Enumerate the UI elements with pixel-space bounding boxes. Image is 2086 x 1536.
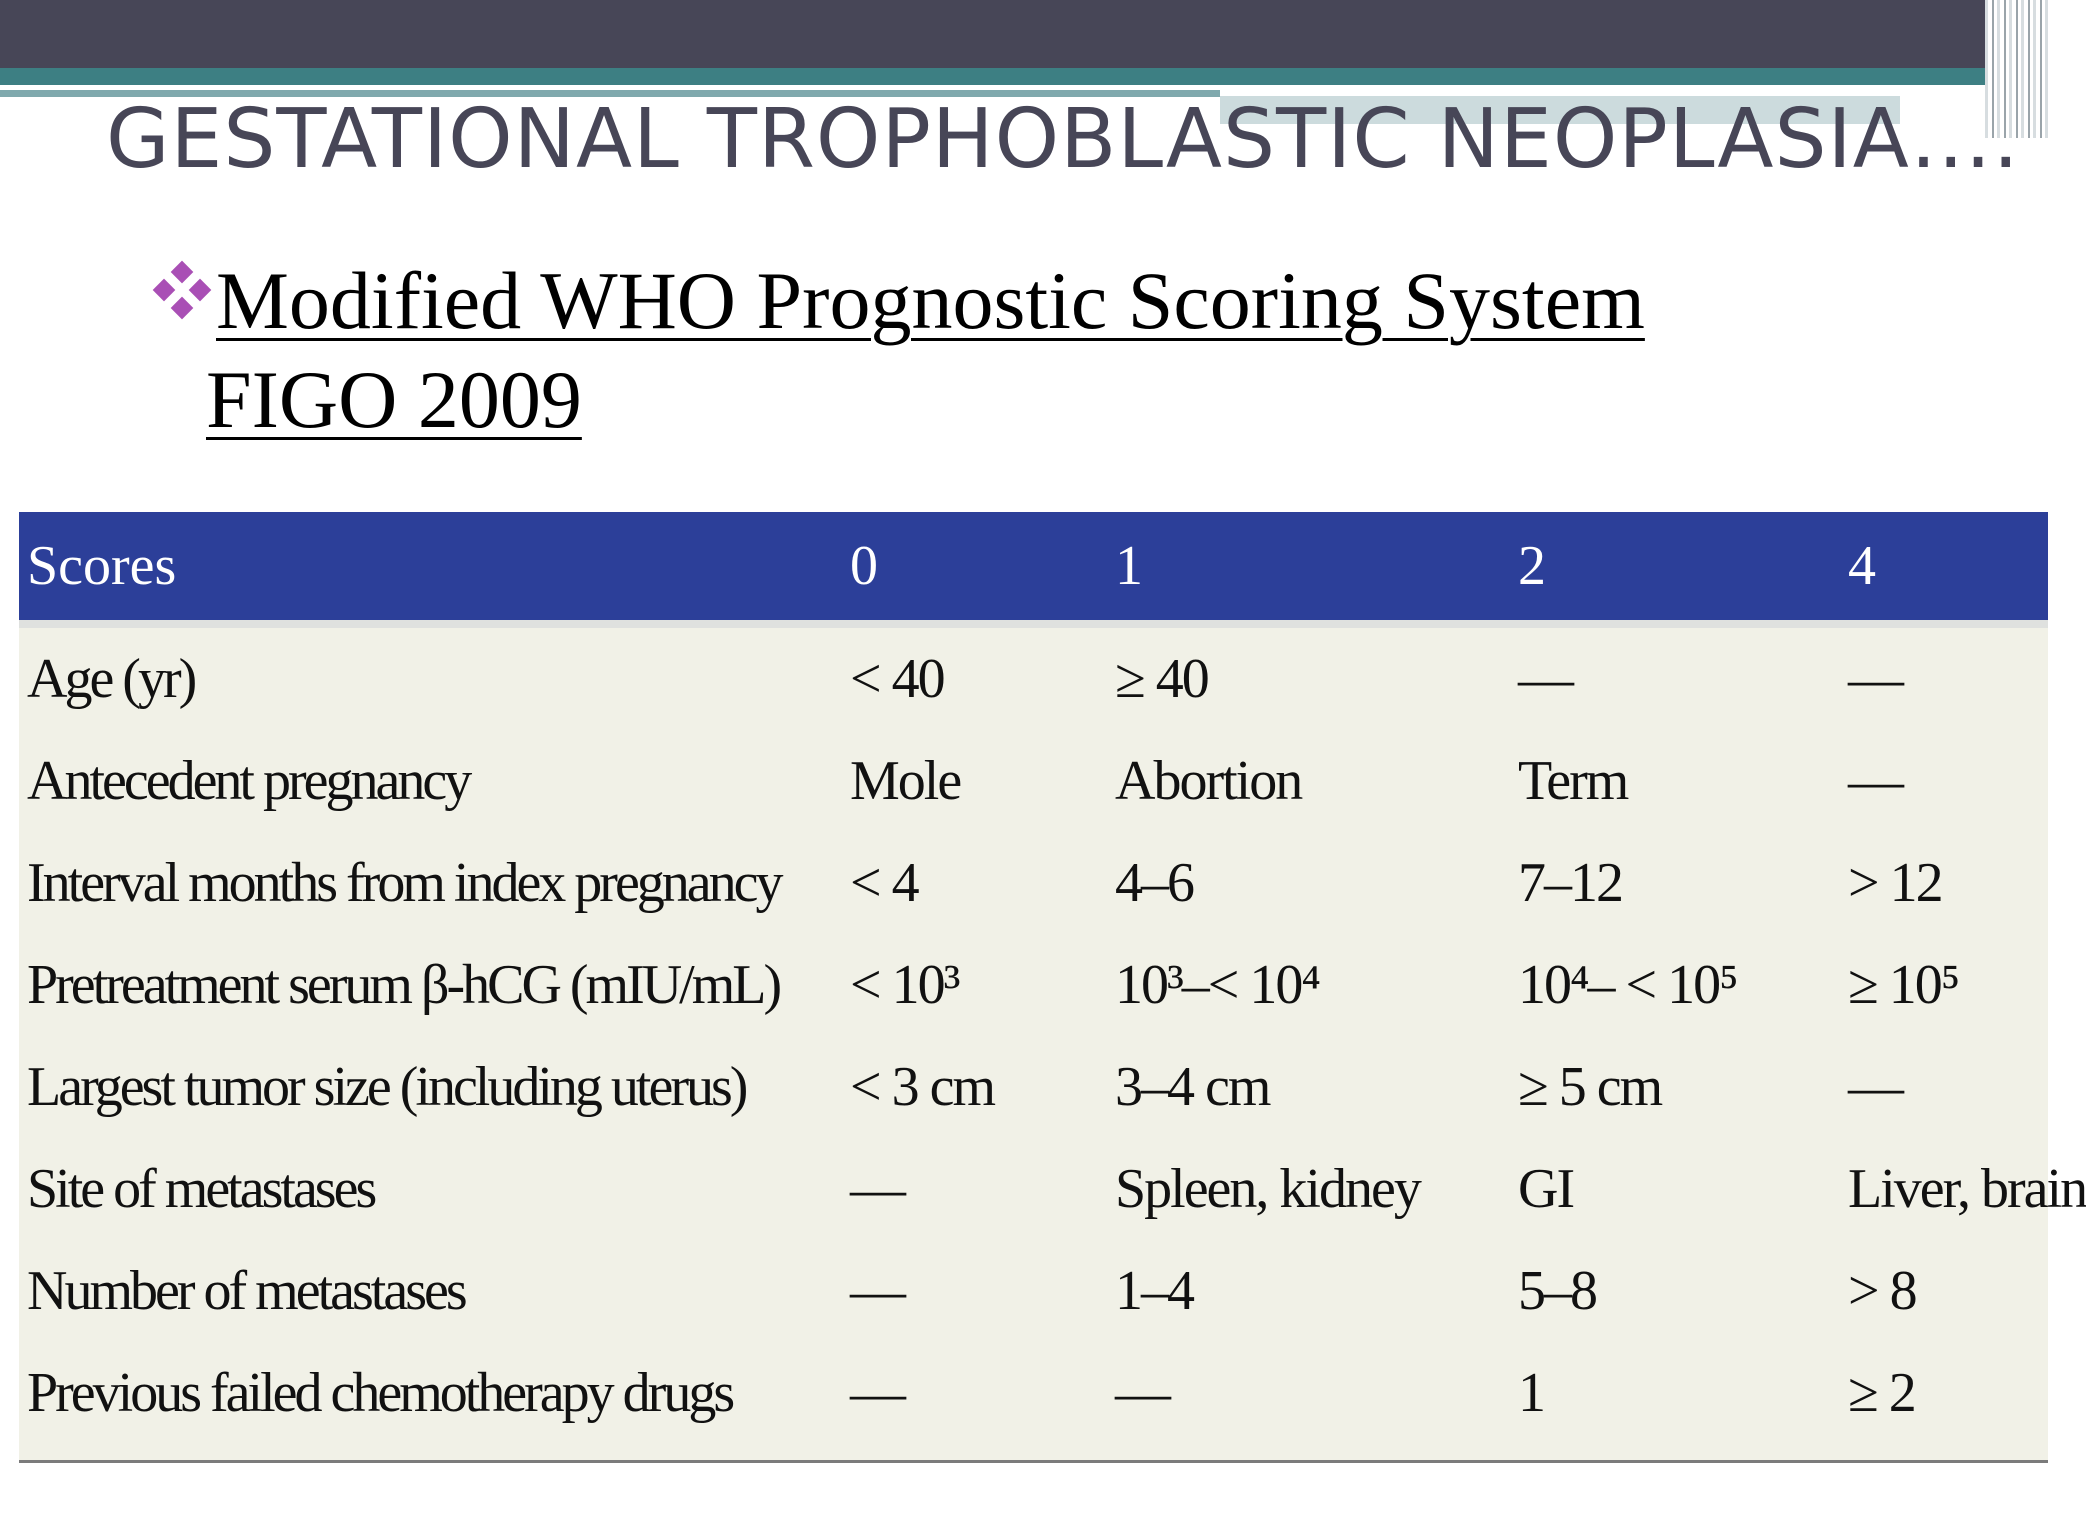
score-cell: 10⁴– < 10⁵ (1518, 954, 1737, 1016)
score-cell: 1–4 (1115, 1260, 1193, 1322)
score-cell: 3–4 cm (1115, 1056, 1270, 1118)
score-cell: ≥ 40 (1115, 648, 1208, 710)
score-cell: Term (1518, 750, 1628, 812)
scoring-table-container (19, 512, 2086, 1463)
score-cell: Mole (850, 750, 961, 812)
bullet-heading-text: Modified WHO Prognostic Scoring System (216, 255, 1645, 346)
score-cell: ≥ 5 cm (1518, 1056, 1662, 1118)
row-label-cell: Site of metastases (27, 1158, 375, 1220)
score-cell: — (1115, 1362, 1169, 1424)
header-cell: 4 (1848, 535, 1876, 597)
header-cell: 1 (1115, 535, 1143, 597)
table-row (19, 1036, 2048, 1138)
score-cell: GI (1518, 1158, 1574, 1220)
bullet-heading (152, 253, 1645, 349)
score-cell: Abortion (1115, 750, 1302, 812)
table-body (19, 628, 2086, 1444)
score-cell: 10³–< 10⁴ (1115, 954, 1319, 1016)
score-cell: — (1848, 1056, 1902, 1118)
teal-accent-bar (0, 68, 2048, 85)
scoring-table (19, 512, 2086, 1444)
score-cell: — (850, 1362, 904, 1424)
subtitle-text: FIGO 2009 (206, 354, 582, 445)
table-row (19, 1138, 2048, 1240)
row-label-cell: Previous failed chemotherapy drugs (27, 1362, 733, 1424)
score-cell: 4–6 (1115, 852, 1193, 914)
score-cell: Liver, brain (1848, 1158, 2086, 1220)
score-cell: < 40 (850, 648, 944, 710)
row-label-cell: Largest tumor size (including uterus) (27, 1056, 746, 1118)
score-cell: 1 (1518, 1362, 1544, 1424)
row-label-cell: Antecedent pregnancy (27, 750, 470, 812)
score-cell: Spleen, kidney (1115, 1158, 1420, 1220)
row-label-cell: Number of metastases (27, 1260, 465, 1322)
score-cell: — (1518, 648, 1572, 710)
row-label-cell: Pretreatment serum β-hCG (mIU/mL) (27, 954, 780, 1016)
table-row (19, 934, 2048, 1036)
score-cell: ≥ 2 (1848, 1362, 1915, 1424)
header-cell: 2 (1518, 535, 1546, 597)
score-cell: > 12 (1848, 852, 1942, 914)
table-row (19, 1240, 2048, 1342)
row-label-cell: Age (yr) (27, 648, 195, 710)
header-cell: 0 (850, 535, 878, 597)
table-row (19, 1342, 2048, 1444)
header-cell: Scores (27, 535, 177, 597)
score-cell: < 10³ (850, 954, 959, 1016)
top-header-bar (0, 0, 2048, 68)
score-cell: ≥ 10⁵ (1848, 954, 1959, 1016)
score-cell: < 3 cm (850, 1056, 994, 1118)
subtitle (206, 352, 582, 448)
table-row (19, 628, 2048, 730)
score-cell: > 8 (1848, 1260, 1916, 1322)
score-cell: — (1848, 648, 1902, 710)
table-header-row (19, 512, 2048, 620)
score-cell: 7–12 (1518, 852, 1622, 914)
slide-title: GESTATIONAL TROPHOBLASTIC NEOPLASIA…. (106, 92, 2020, 187)
diamond-bullet-icon (152, 262, 212, 322)
row-label-cell: Interval months from index pregnancy (27, 852, 781, 914)
score-cell: 5–8 (1518, 1260, 1596, 1322)
score-cell: — (850, 1158, 904, 1220)
table-row (19, 832, 2048, 934)
table-row (19, 730, 2048, 832)
score-cell: < 4 (850, 852, 918, 914)
score-cell: — (850, 1260, 904, 1322)
header-divider (19, 620, 2048, 628)
score-cell: — (1848, 750, 1902, 812)
